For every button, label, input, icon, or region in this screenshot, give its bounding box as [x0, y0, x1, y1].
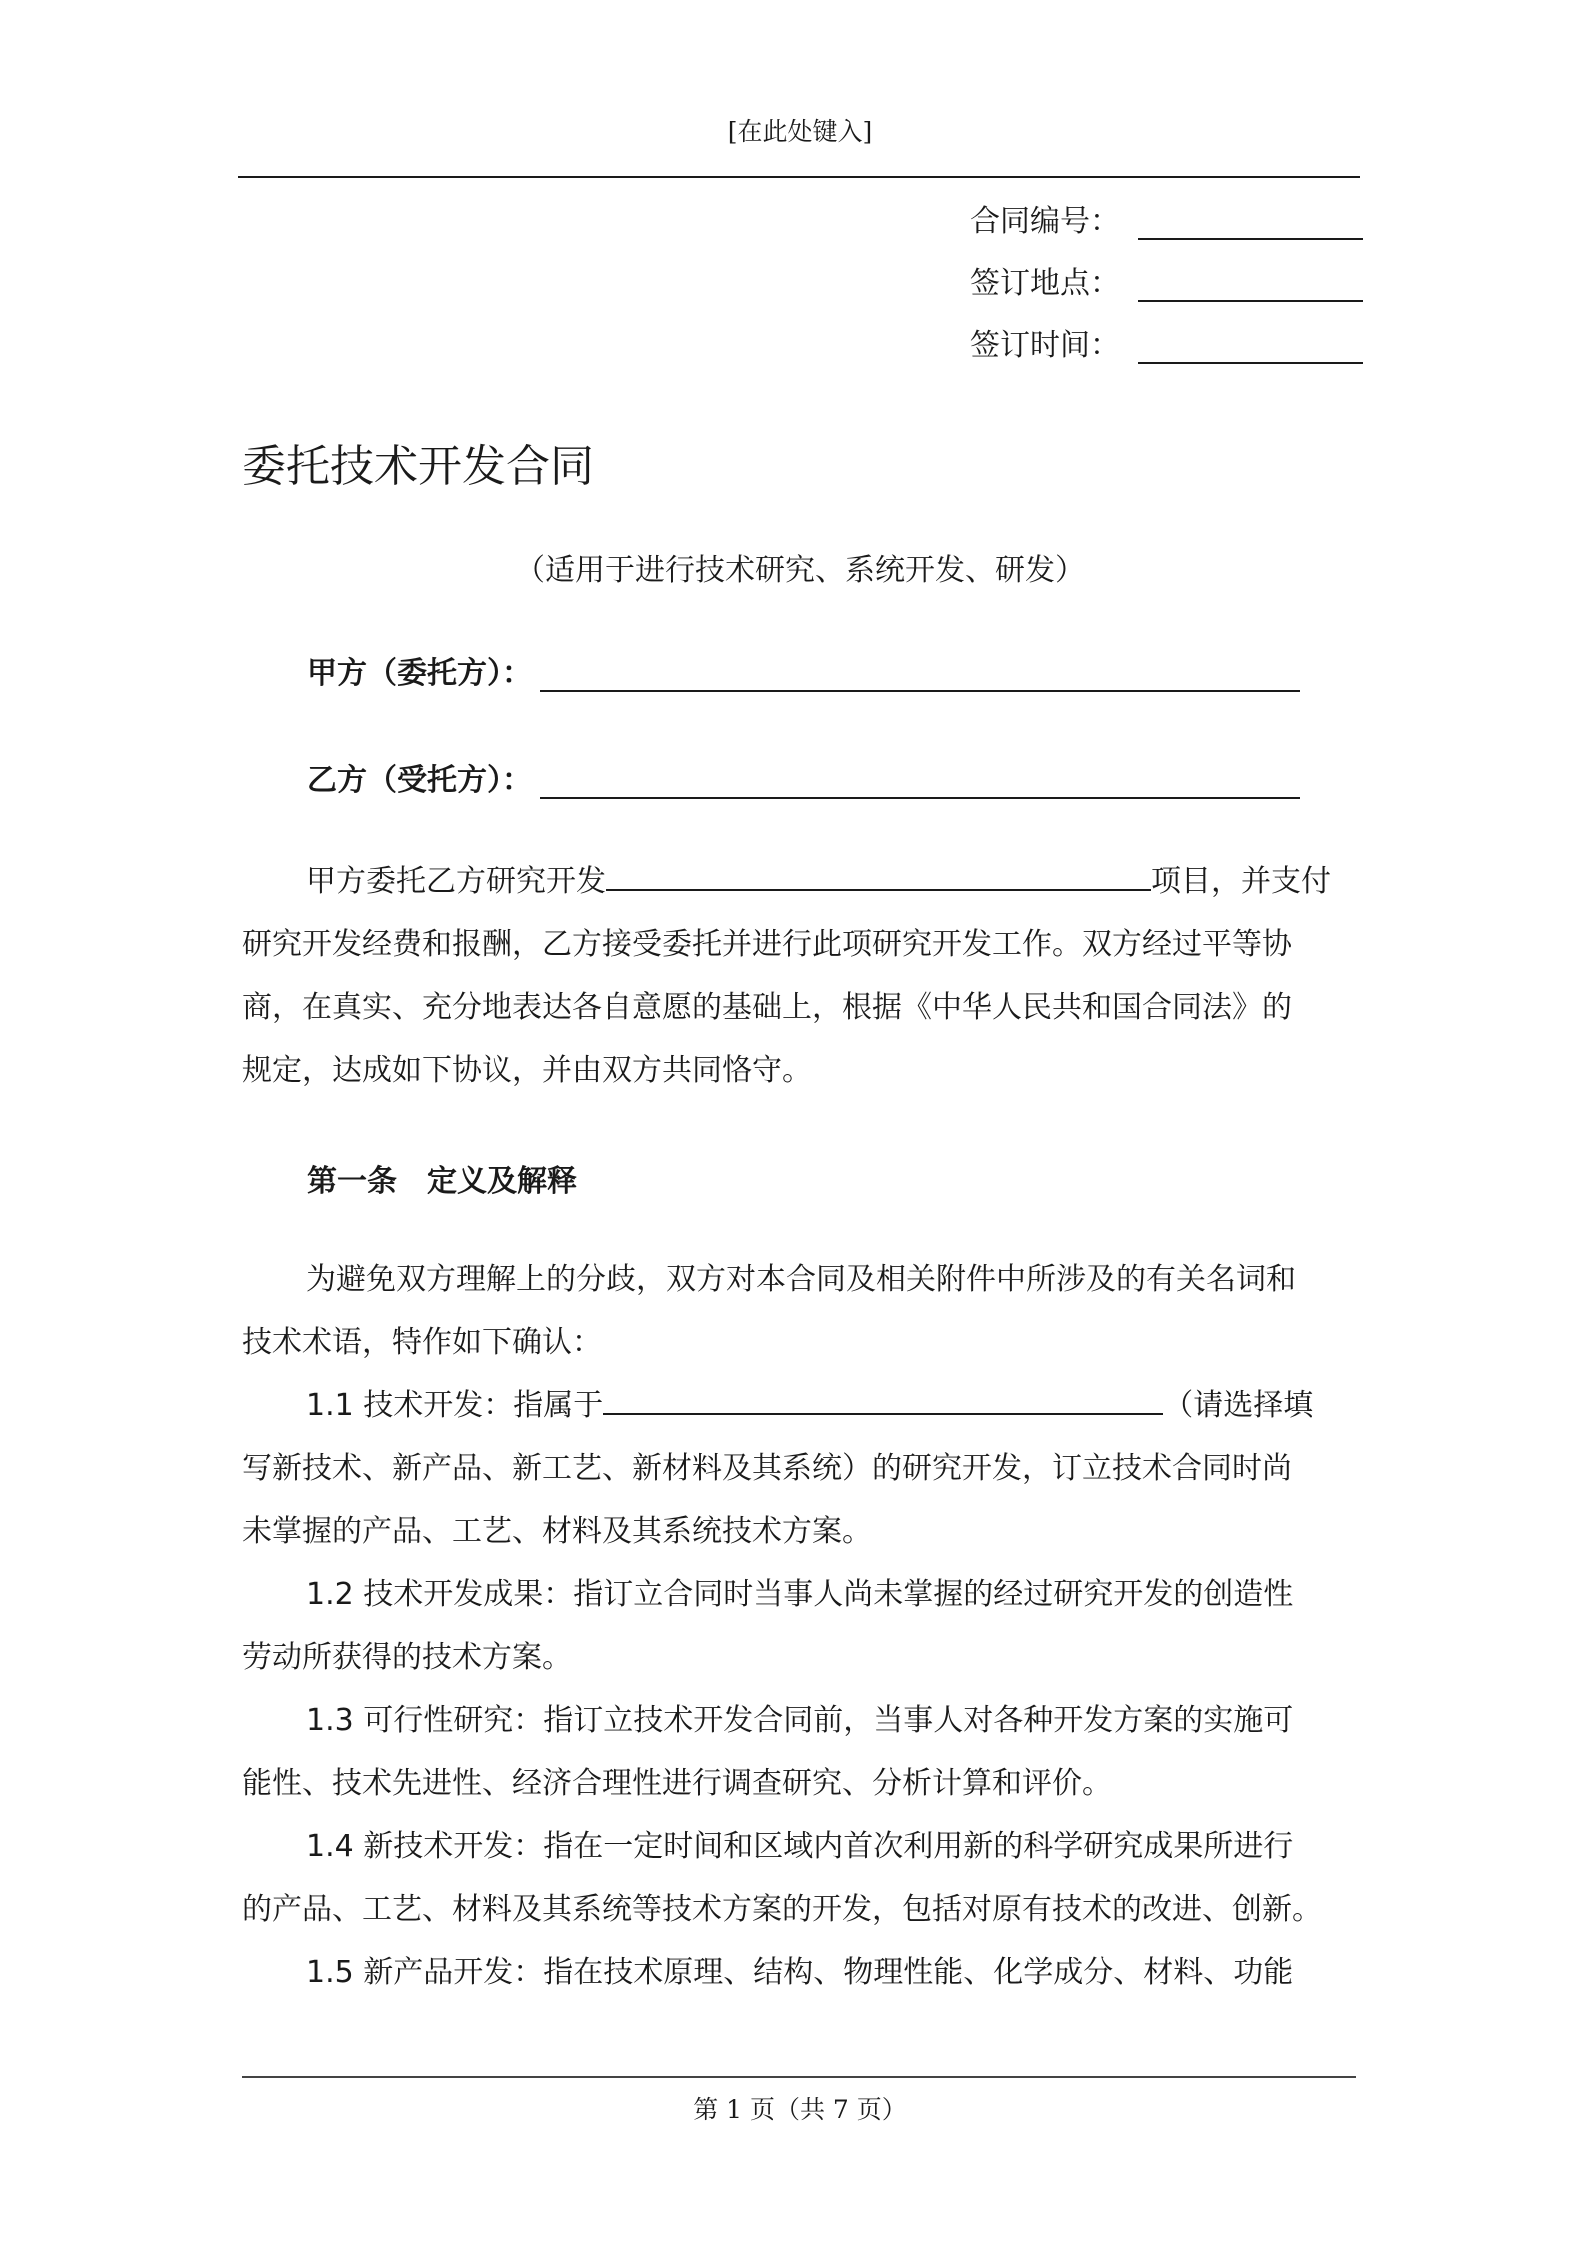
- article-1-lead-line-1: 为避免双方理解上的分歧，双方对本合同及相关附件中所涉及的有关名词和: [306, 1262, 1296, 1297]
- signing-time-row: [970, 324, 1363, 364]
- page-header: [在此处键入]: [727, 117, 873, 146]
- item-1-1-text-b: （请选择填: [1163, 1388, 1314, 1423]
- signing-place-field[interactable]: [1138, 270, 1363, 302]
- intro-line-1: [242, 850, 1362, 913]
- item-1-1-line-2: 写新技术、新产品、新工艺、新材料及其系统）的研究开发，订立技术合同时尚: [242, 1451, 1292, 1486]
- party-b-label: 乙方（受托方）：: [307, 763, 532, 798]
- party-b-row: [307, 755, 1300, 799]
- article-1-title: 定义及解释: [427, 1164, 577, 1199]
- signing-place-label: 签订地点：: [970, 266, 1120, 301]
- intro-line-3: 商，在真实、充分地表达各自意愿的基础上，根据《中华人民共和国合同法》的: [242, 990, 1292, 1025]
- contract-number-row: [970, 200, 1363, 240]
- article-1-heading: [307, 1156, 577, 1200]
- tech-type-field[interactable]: [603, 1385, 1163, 1415]
- item-1-3-line-2: 能性、技术先进性、经济合理性进行调查研究、分析计算和评价。: [242, 1766, 1112, 1801]
- intro-line-4: 规定，达成如下协议，并由双方共同恪守。: [242, 1053, 812, 1088]
- page-footer: 第 1 页（共 7 页）: [693, 2095, 907, 2124]
- article-1-lead-line-2: 技术术语，特作如下确认：: [242, 1325, 602, 1360]
- item-1-2-line-2: 劳动所获得的技术方案。: [242, 1640, 572, 1675]
- document-title: 委托技术开发合同: [242, 441, 594, 492]
- intro-text-a: 甲方委托乙方研究开发: [306, 864, 606, 899]
- header-rule: [238, 176, 1360, 178]
- article-1-body: [242, 1248, 1362, 2004]
- item-1-1-line-1: [242, 1374, 1362, 1437]
- intro-line-2: 研究开发经费和报酬，乙方接受委托并进行此项研究开发工作。双方经过平等协: [242, 927, 1292, 962]
- item-1-2-line-1: 1.2 技术开发成果：指订立合同时当事人尚未掌握的经过研究开发的创造性: [306, 1577, 1294, 1612]
- party-b-field[interactable]: [540, 767, 1300, 799]
- item-1-4-line-1: 1.4 新技术开发：指在一定时间和区域内首次利用新的科学研究成果所进行: [306, 1829, 1294, 1864]
- document-subtitle: （适用于进行技术研究、系统开发、研发）: [515, 553, 1085, 588]
- signing-place-row: [970, 262, 1363, 302]
- contract-number-field[interactable]: [1138, 208, 1363, 240]
- signing-time-label: 签订时间：: [970, 328, 1120, 363]
- party-a-field[interactable]: [540, 660, 1300, 692]
- item-1-5-line-1: 1.5 新产品开发：指在技术原理、结构、物理性能、化学成分、材料、功能: [306, 1955, 1294, 1990]
- article-1-number: 第一条: [307, 1164, 397, 1199]
- item-1-1-text-a: 1.1 技术开发：指属于: [306, 1388, 604, 1423]
- intro-text-b: 项目，并支付: [1151, 864, 1331, 899]
- project-name-field[interactable]: [606, 861, 1151, 891]
- item-1-4-line-2: 的产品、工艺、材料及其系统等技术方案的开发，包括对原有技术的改进、创新。: [242, 1892, 1322, 1927]
- intro-paragraph: [242, 850, 1362, 1102]
- party-a-label: 甲方（委托方）：: [307, 656, 532, 691]
- party-a-row: [307, 648, 1300, 692]
- signing-time-field[interactable]: [1138, 332, 1363, 364]
- contract-number-label: 合同编号：: [970, 204, 1120, 239]
- item-1-3-line-1: 1.3 可行性研究：指订立技术开发合同前，当事人对各种开发方案的实施可: [306, 1703, 1294, 1738]
- item-1-1-line-3: 未掌握的产品、工艺、材料及其系统技术方案。: [242, 1514, 872, 1549]
- footer-rule: [242, 2076, 1356, 2078]
